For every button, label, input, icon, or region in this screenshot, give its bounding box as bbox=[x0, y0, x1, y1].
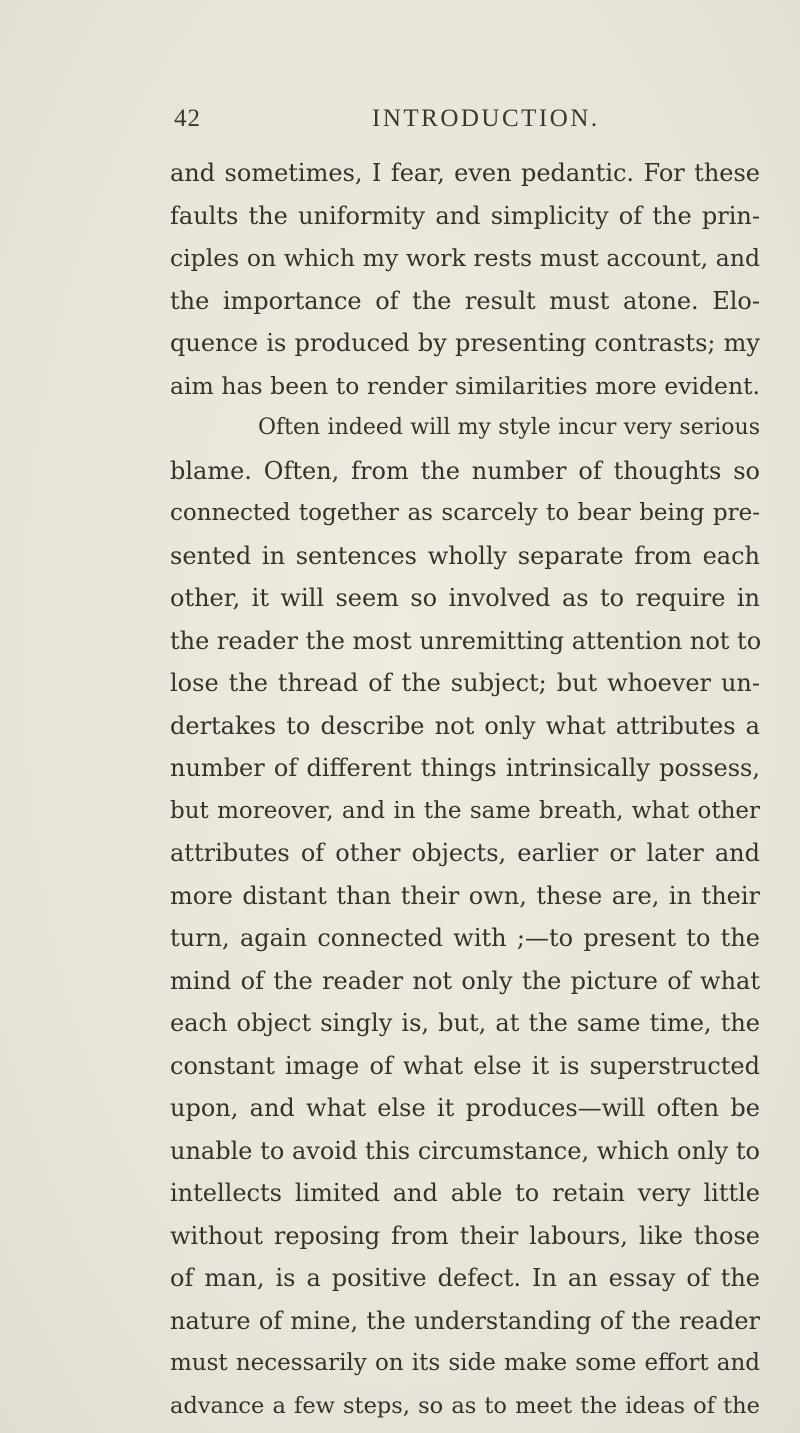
text-line: more distant than their own, these are, in their bbox=[170, 881, 760, 910]
text-line: without reposing from their labours, like those bbox=[170, 1221, 760, 1250]
text-line: and sometimes, I fear, even pedantic. For these bbox=[170, 159, 760, 187]
text-line: the reader the most unremitting attention not to bbox=[170, 626, 762, 655]
text-line: other, it will seem so involved as to require in bbox=[170, 584, 760, 612]
text-line: intellects limited and able to retain very little bbox=[170, 1179, 760, 1207]
text-line: unable to avoid this circumstance, which only to bbox=[170, 1136, 760, 1165]
text-line: each object singly is, but, at the same time, the bbox=[170, 1009, 760, 1037]
text-line: quence is produced by presenting contrasts; my bbox=[170, 329, 760, 357]
running-title: INTRODUCTION. bbox=[372, 105, 600, 132]
text-line: nature of mine, the understanding of the reader bbox=[170, 1306, 760, 1335]
text-line: the importance of the result must atone. Elo- bbox=[170, 286, 760, 315]
text-line: lose the thread of the subject; but whoever un- bbox=[170, 669, 760, 697]
text-line: upon, and what else it produces—will often be bbox=[170, 1094, 760, 1122]
text-line: ciples on which my work rests must account, and bbox=[170, 244, 760, 272]
text-line: mind of the reader not only the picture of what bbox=[170, 966, 760, 995]
text-line: advance a few steps, so as to meet the ideas of the bbox=[170, 1392, 760, 1419]
text-line: faults the uniformity and simplicity of the prin- bbox=[170, 201, 760, 230]
text-line: dertakes to describe not only what attributes a bbox=[170, 711, 760, 740]
running-head bbox=[0, 105, 800, 141]
text-line: must necessarily on its side make some effort and bbox=[170, 1350, 760, 1376]
text-line-paragraph-start: Often indeed will my style incur very serious bbox=[258, 415, 760, 440]
text-line: of man, is a positive defect. In an essay of the bbox=[170, 1264, 760, 1292]
text-line: attributes of other objects, earlier or later and bbox=[170, 839, 760, 867]
body-text bbox=[170, 152, 760, 1427]
text-line: turn, again connected with ;—to present to the bbox=[170, 924, 760, 952]
text-line: number of different things intrinsically possess, bbox=[170, 754, 760, 782]
text-line: constant image of what else it is superstructed bbox=[170, 1051, 760, 1080]
page-number: 42 bbox=[174, 105, 201, 132]
text-line: connected together as scarcely to bear being pre- bbox=[170, 500, 760, 526]
text-line: blame. Often, from the number of thoughts so bbox=[170, 456, 760, 485]
text-line: but moreover, and in the same breath, what other bbox=[170, 797, 760, 824]
text-line: aim has been to render similarities more evident. bbox=[170, 371, 760, 400]
text-line: sented in sentences wholly separate from each bbox=[170, 541, 760, 570]
